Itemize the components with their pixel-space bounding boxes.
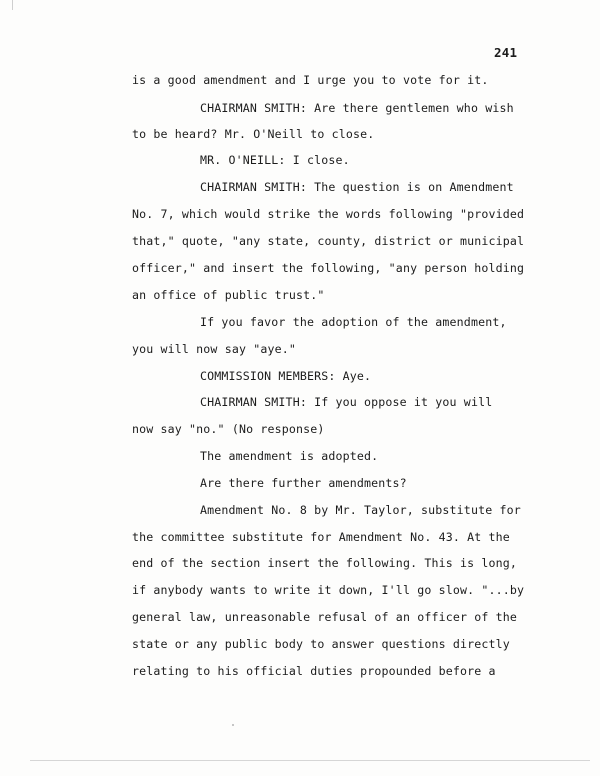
text-line-8: officer," and insert the following, "any person holding [132,261,525,275]
text-line-16: Are there further amendments? [200,476,407,490]
text-line-14: now say "no." (No response) [132,422,325,436]
text-line-2: CHAIRMAN SMITH: Are there gentlemen who wish [200,101,514,115]
text-line-4: MR. O'NEILL: I close. [200,153,350,167]
page-edge-mark [12,0,13,10]
text-line-6: No. 7, which would strike the words following "provided [132,207,525,221]
text-line-10: If you favor the adoption of the amendment, [200,315,507,329]
text-line-9: an office of public trust." [132,288,325,302]
page-bottom-edge [30,760,590,761]
page-number: 241 [494,45,518,60]
text-line-3: to be heard? Mr. O'Neill to close. [132,127,375,141]
text-line-1: is a good amendment and I urge you to vote for it. [132,73,489,87]
text-line-17: Amendment No. 8 by Mr. Taylor, substitute for [200,503,521,517]
text-line-15: The amendment is adopted. [200,449,379,463]
text-line-22: state or any public body to answer questions directly [132,637,510,651]
paper-speck [232,724,234,726]
text-line-19: end of the section insert the following. This is long, [132,556,518,570]
text-line-21: general law, unreasonable refusal of an officer of the [132,610,518,624]
text-line-18: the committee substitute for Amendment No. 43. At the [132,530,510,544]
text-line-20: if anybody wants to write it down, I'll go slow. "...by [132,583,525,597]
text-line-7: that," quote, "any state, county, district or municipal [132,234,525,248]
text-line-5: CHAIRMAN SMITH: The question is on Amendment [200,180,514,194]
text-line-11: you will now say "aye." [132,342,296,356]
text-line-13: CHAIRMAN SMITH: If you oppose it you will [200,395,493,409]
text-line-23: relating to his official duties propounded before a [132,664,496,678]
text-line-12: COMMISSION MEMBERS: Aye. [200,369,372,383]
